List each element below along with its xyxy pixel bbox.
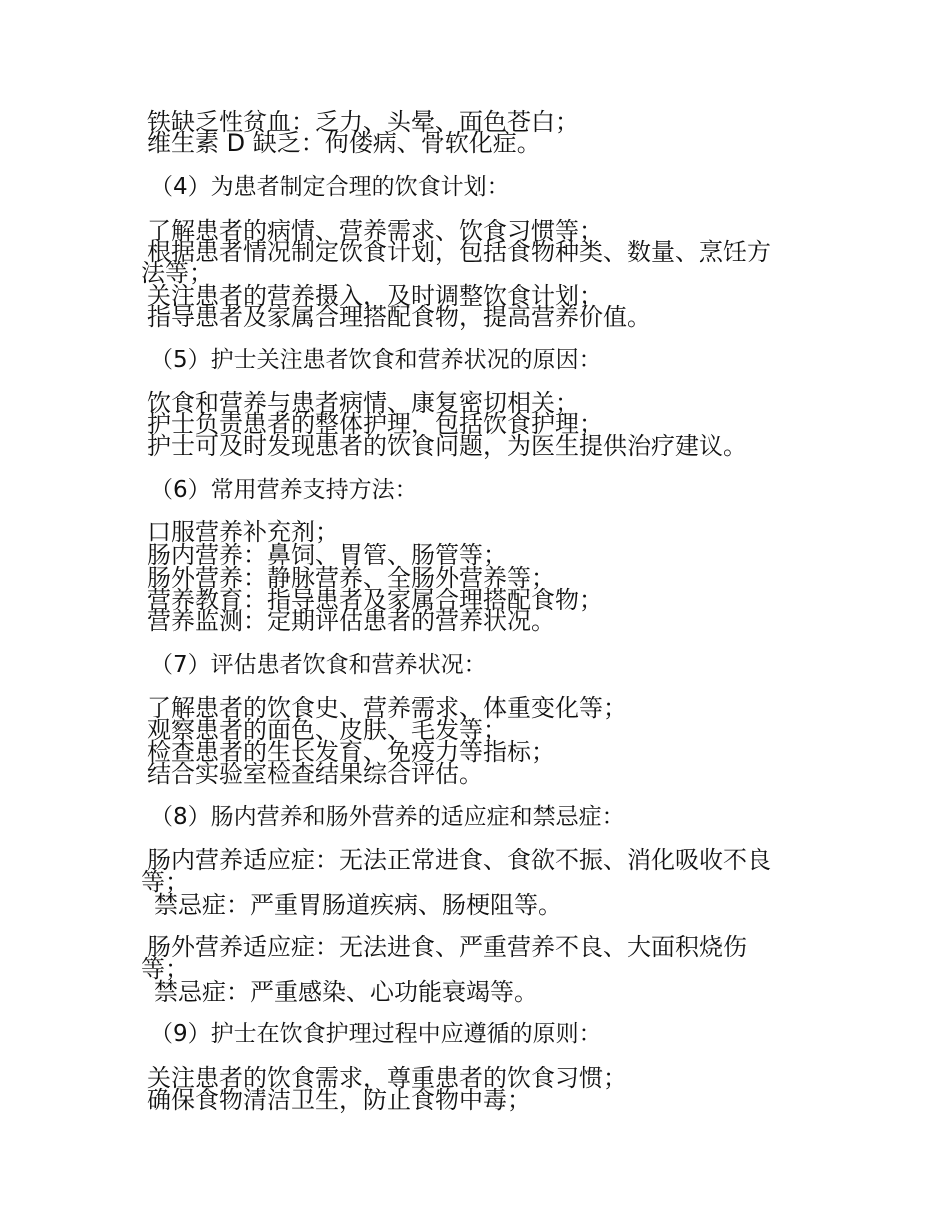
text-line: 禁忌症：严重感染、心功能衰竭等。: [154, 978, 538, 1006]
text-line: 护士负责患者的整体护理，包括饮食护理；: [147, 410, 603, 438]
text-line: 关注患者的饮食需求，尊重患者的饮食习惯；: [147, 1064, 627, 1092]
section-heading: （7）评估患者饮食和营养状况：: [150, 652, 487, 678]
section-heading: （5）护士关注患者饮食和营养状况的原因：: [150, 347, 602, 373]
text-line: 检查患者的生长发育、免疫力等指标；: [147, 738, 555, 766]
text-line: 铁缺乏性贫血：乏力、头晕、面色苍白；: [147, 108, 579, 136]
text-line: 肠内营养适应症：无法正常进食、食欲不振、消化吸收不良: [147, 846, 771, 874]
text-line: 根据患者情况制定饮食计划，包括食物种类、数量、烹饪方: [147, 238, 771, 266]
text-line: 禁忌症：严重胃肠道疾病、肠梗阻等。: [154, 891, 562, 919]
section-heading: （9）护士在饮食护理过程中应遵循的原则：: [150, 1021, 602, 1047]
section-heading: （6）常用营养支持方法：: [150, 477, 418, 503]
text-line: 营养教育：指导患者及家属合理搭配食物；: [147, 586, 603, 614]
text-line: 法等；: [141, 259, 213, 287]
section-heading: （8）肠内营养和肠外营养的适应症和禁忌症：: [150, 804, 625, 830]
text-line: 护士可及时发现患者的饮食问题，为医生提供治疗建议。: [147, 432, 747, 460]
text-line: 观察患者的面色、皮肤、毛发等；: [147, 716, 507, 744]
text-line: 肠内营养：鼻饲、胃管、肠管等；: [147, 541, 507, 569]
text-line: 饮食和营养与患者病情、康复密切相关；: [147, 389, 579, 417]
text-line: 口服营养补充剂；: [147, 518, 339, 546]
text-line: 了解患者的饮食史、营养需求、体重变化等；: [147, 694, 627, 722]
text-line: 营养监测：定期评估患者的营养状况。: [147, 607, 555, 635]
text-line: 维生素 D 缺乏：佝偻病、骨软化症。: [147, 129, 541, 157]
section-heading: （4）为患者制定合理的饮食计划：: [150, 174, 510, 200]
text-line: 等；: [141, 955, 189, 983]
text-line: 关注患者的营养摄入，及时调整饮食计划；: [147, 282, 603, 310]
text-line: 确保食物清洁卫生，防止食物中毒；: [147, 1086, 531, 1114]
text-line: 指导患者及家属合理搭配食物，提高营养价值。: [147, 303, 651, 331]
text-line: 结合实验室检查结果综合评估。: [147, 760, 483, 788]
text-line: 了解患者的病情、营养需求、饮食习惯等；: [147, 217, 603, 245]
text-line: 等；: [141, 868, 189, 896]
text-line: 肠外营养：静脉营养、全肠外营养等；: [147, 564, 555, 592]
text-line: 肠外营养适应症：无法进食、严重营养不良、大面积烧伤: [147, 933, 747, 961]
